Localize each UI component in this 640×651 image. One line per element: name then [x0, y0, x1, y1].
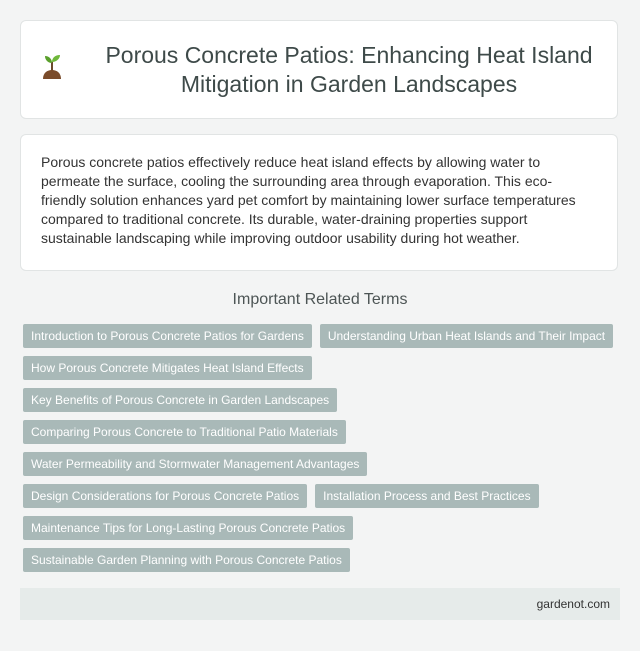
term-tag[interactable]: Sustainable Garden Planning with Porous Concrete Patios [23, 548, 350, 572]
term-tag[interactable]: Water Permeability and Stormwater Management Advantages [23, 452, 367, 476]
term-row [23, 388, 623, 412]
term-row [23, 548, 623, 572]
term-tag[interactable]: Comparing Porous Concrete to Traditional Patio Materials [23, 420, 346, 444]
term-row [23, 324, 623, 348]
term-row [23, 356, 623, 380]
term-tag[interactable]: Maintenance Tips for Long-Lasting Porous Concrete Patios [23, 516, 353, 540]
sprout-icon [37, 51, 67, 81]
related-terms-heading: Important Related Terms [232, 291, 408, 308]
term-row [23, 420, 623, 444]
footer [20, 588, 620, 620]
term-tag[interactable]: Key Benefits of Porous Concrete in Garden Landscapes [23, 388, 337, 412]
header [37, 41, 601, 99]
term-row [23, 516, 623, 540]
term-tag[interactable]: How Porous Concrete Mitigates Heat Island Effects [23, 356, 312, 380]
term-tag[interactable]: Installation Process and Best Practices [315, 484, 538, 508]
term-tag[interactable]: Understanding Urban Heat Islands and Their Impact [320, 324, 613, 348]
summary-text: Porous concrete patios effectively reduce heat island effects by allowing water to permeate the surface, cooling the surrounding area through evaporation. This eco-friendly solution enhances yard pet comfort by maintaining lower surface temperatures compared to traditional concrete. Its durable, water-draining properties support sustainable landscaping while improving outdoor usability during hot weather. [41, 154, 576, 246]
page-title: Porous Concrete Patios: Enhancing Heat Island Mitigation in Garden Landscapes [105, 41, 593, 97]
term-tag[interactable]: Introduction to Porous Concrete Patios for Gardens [23, 324, 312, 348]
term-row [23, 484, 623, 508]
term-row [23, 452, 623, 476]
footer-site-link[interactable]: gardenot.com [536, 597, 610, 611]
header-card [20, 20, 618, 119]
related-terms-list [23, 324, 623, 580]
term-tag[interactable]: Design Considerations for Porous Concrete Patios [23, 484, 307, 508]
summary-card [20, 134, 618, 271]
